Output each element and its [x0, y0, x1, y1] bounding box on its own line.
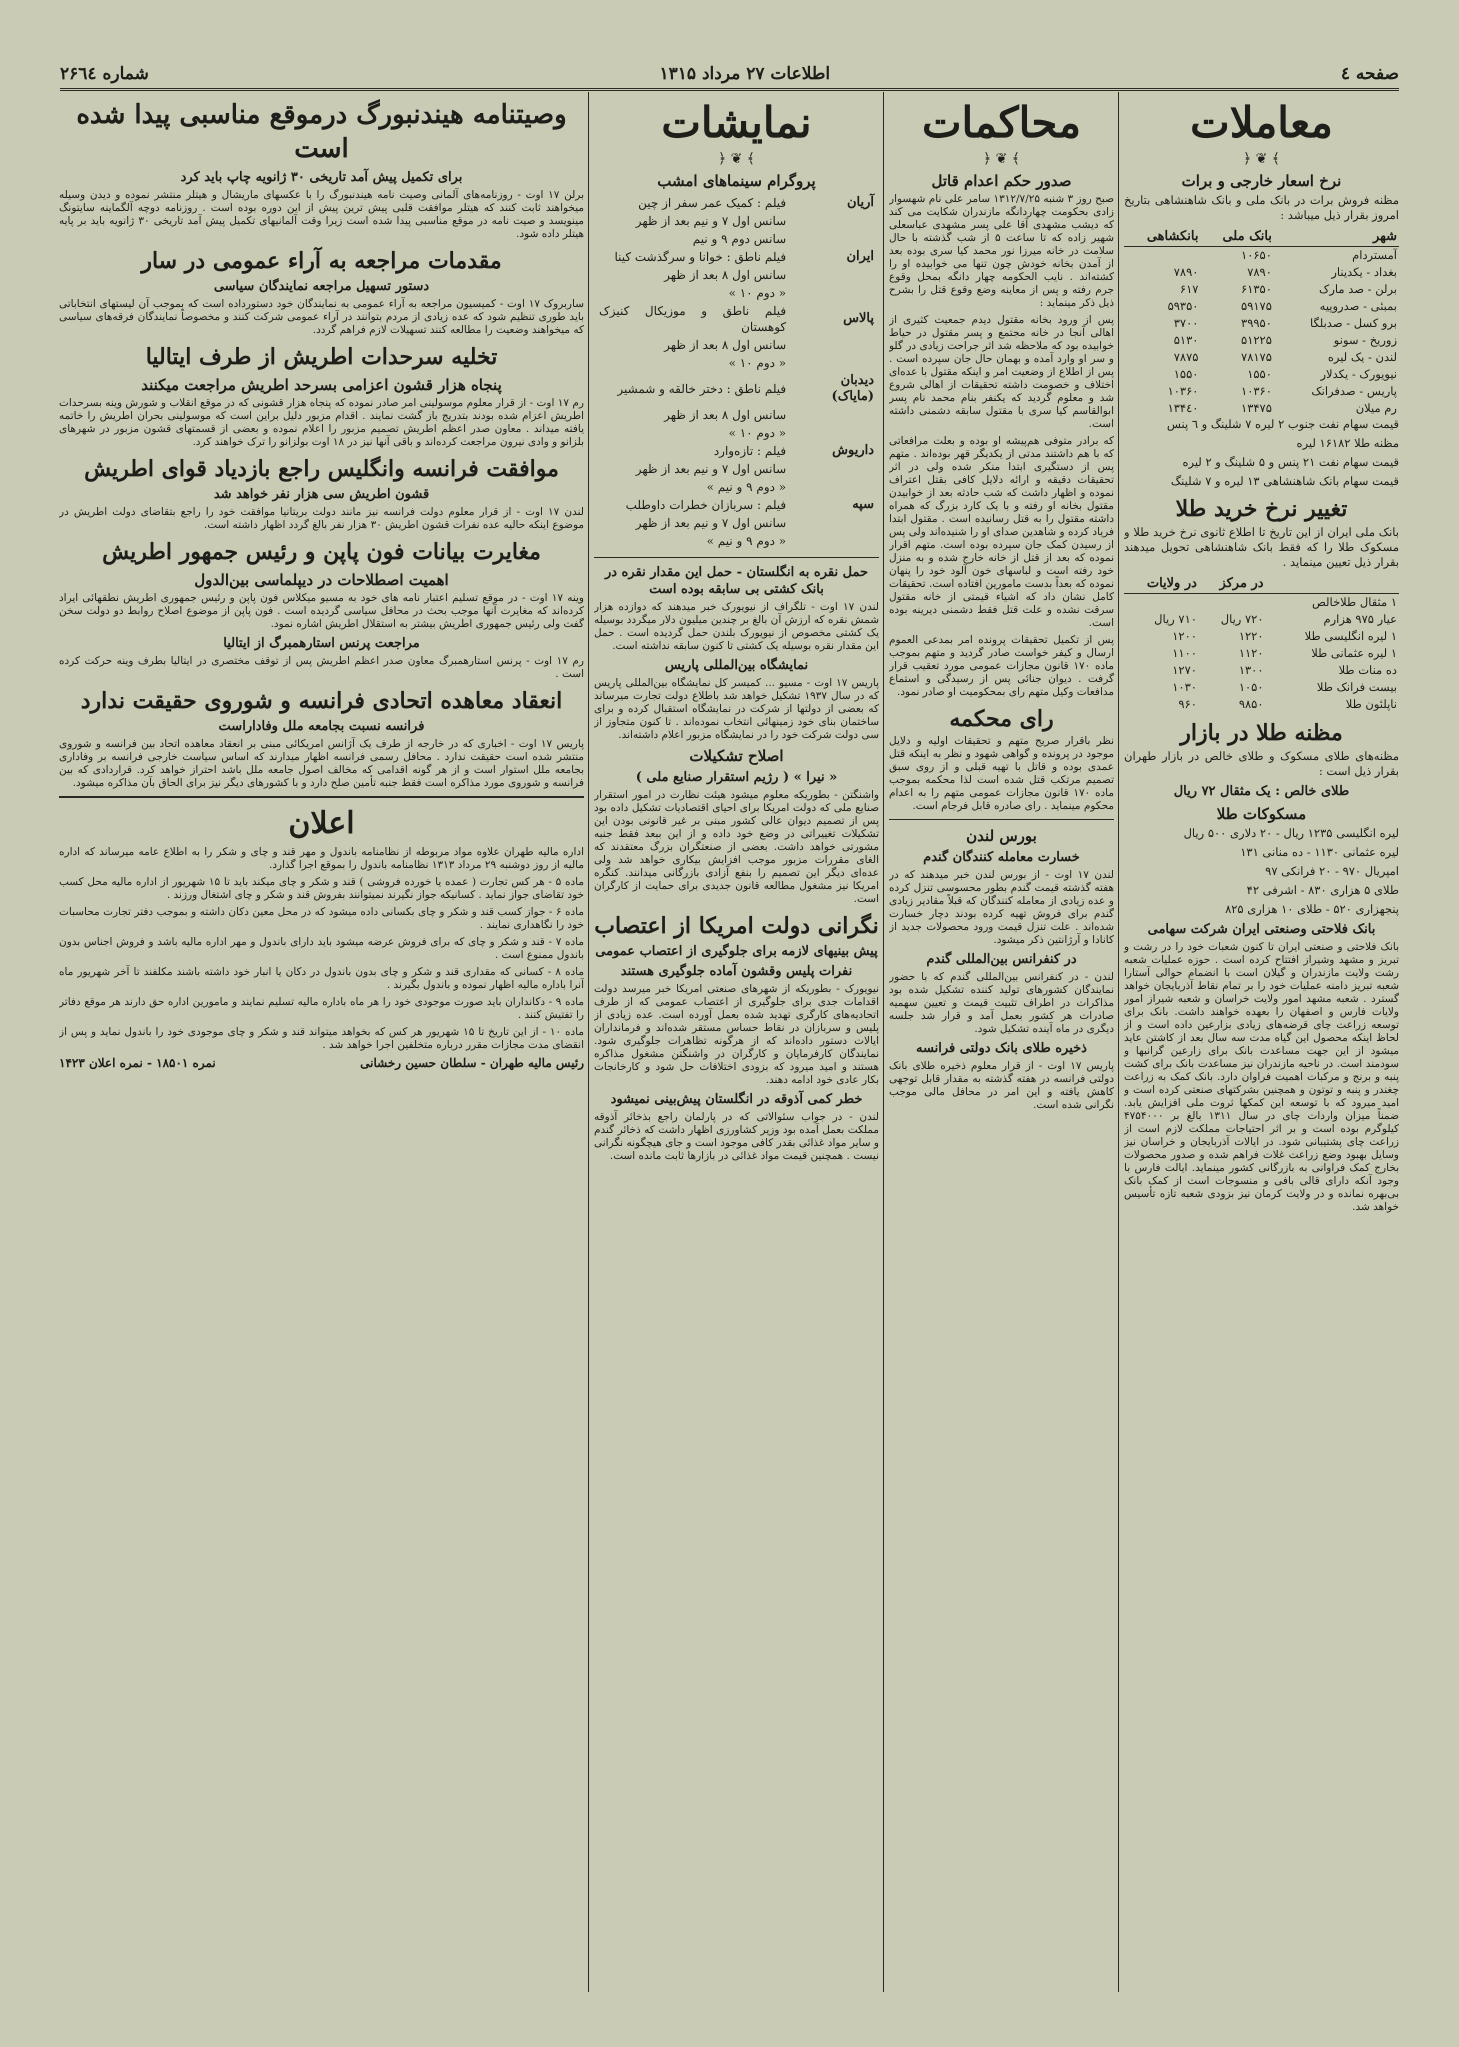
ornament: ﴾ ❦ ﴿	[1242, 151, 1281, 167]
article-text: پاریس ۱۷ اوت - از قرار معلوم ذخیره طلای بانک دولتی فرانسه در هفته گذشته به مقدار قابل توجهی کاهش یافته و این امر در محافل مالی موجب نگرانی شده است.	[889, 1060, 1114, 1111]
col-city: شهر	[1274, 227, 1399, 247]
table-row: لندن - یک لیره ۷۸۱۷۵ ۷۸۷۵	[1173, 350, 1397, 364]
headline-food-shortage: خطر کمی آذوقه در انگلستان پیش‌بینی نمیشود	[610, 1092, 863, 1107]
ornament: ﴾ ❦ ﴿	[717, 151, 756, 167]
article-text: واشنگتن - بطوریکه معلوم میشود هیئت نظارت در امور استقرار صنایع ملی که دولت امریکا برای احیای اقتصادیات تشکیل داده بود پس از تصمیم دیوان عالی کشور مبنی بر غیر قانونی بودن این تشکیلات تغییراتی در وضع خود داده و از این ببعد فقط جنبه مشورتی خواهد داشت. بعضی از صنعتگران بزرگ معتقدند که الغای مقررات مزبور موجب افزایش بیکاری خواهد شد ولی عده‌ای دیگر این تصمیم را بنفع آزادی بازرگانی میدانند. کنگره امریکا نیز مشغول مطالعه قانون جدیدی برای حمایت از کارگران است.	[594, 789, 879, 905]
subhead-nira: « نیرا » ( رژیم استقرار صنایع ملی )	[635, 770, 838, 785]
coin-line: لیره عثمانی ۱۱۳۰ - ده منانی ۱۳۱	[1240, 845, 1399, 859]
column-transactions	[1124, 92, 1399, 1992]
article-text: لندن ۱۷ اوت - تلگراف از نیویورک خبر میدهند که دوازده هزار شمش نقره که ارزش آن بالغ بر چندین میلیون دلار میگردد بوسیله یک کشتی مخصوص از نیویورک بلندن حمل گردیده است . حمل این مقدار نقره بوسیله یک کشتی تا کنون سابقه نداشته است.	[594, 601, 879, 652]
headline-starhemberg: مراجعت پرنس استارهمبرگ از ایتالیا	[223, 636, 420, 651]
rates-note: قیمت سهام نفت جنوب ۲ لیره ۷ شلینگ و ٦ پنس	[1166, 417, 1399, 431]
article-text: ساربروک ۱۷ اوت - کمیسیون مراجعه به آراء عمومی به نمایندگان خود دستورداده است که بموجب آن لیستهای انتخاباتی باید طوری تنظیم شود که عده زیادی از مردم بتوانند در آراء عمومی شرکت کنند و مخصوصاً نمایندگان فرقه‌های سیاسی که میخواهند وضعیت را مطالعه کنند تسهیلات لازم فراهم گردد.	[59, 298, 584, 336]
article-text: وینه ۱۷ اوت - در موقع تسلیم اعتبار نامه های خود به مسیو میکلاس فون پاپن و رئیس جمهوری اطریش نطقهائی ایراد کرده‌اند که مغایرت آنها موجب بحث در محافل سیاسی گردیده است . فون پاپن از موضوع اصلاح روابط دو دولت سخن گفت ولی رئیس جمهوری اطریش بیشتر به استقلال اطریش اشاره نمود.	[59, 592, 584, 630]
exchange-rates-intro: مظنه فروش برات در بانک ملی و بانک شاهنشاهی بتاریخ امروز بقرار ذیل میباشد :	[1124, 193, 1399, 222]
rates-note: قیمت سهام نفت ۲۱ پنس و ۵ شلینگ و ۲ لیره	[1182, 455, 1399, 469]
list-item: پالاس فیلم ناطق و موزیکال کنیزک کوهستان	[599, 304, 874, 334]
subhead-austria-army: قشون اطریش سی هزار نفر خواهد شد	[213, 487, 430, 502]
table-row: ۱ لیره عثمانی طلا ۱۱۲۰ ۱۱۰۰	[1172, 646, 1397, 660]
article-text: برلن ۱۷ اوت - روزنامه‌های آلمانی وصیت نامه هیندنبورگ را با عکسهای ماریشال و هیتلر منتشر نموده و دیدن وسیله میخواهند ثابت کنند که هیتلر موافقت قلبی پیش ترین پیش از این دوره بوده است . روزنامه دوچه آلگماینه سایتونگ مینویسد و صیت نامه در موقع مناسبی پیدا شده است زیرا وقت آلمانیهای تکمیل پیش آمد تاریخی ۳۰ ژانویه باید بر پایه هیتلر داده شود.	[59, 189, 584, 240]
divider	[59, 796, 584, 798]
column-rule-1	[1118, 92, 1119, 1992]
subhead-saar: دستور تسهیل مراجعه نمایندگان سیاسی	[213, 279, 430, 294]
gold-table	[1124, 574, 1399, 713]
notice-clause: ماده ۹ - دکانداران باید صورت موجودی خود را هر ماه باداره مالیه تسلیم نمایند و مامورین اداره حق دارند هر موقع دفاتر را تفتیش کنند .	[59, 996, 584, 1021]
headline-gold-rate: تغییر نرخ خرید طلا	[1175, 496, 1348, 522]
notice-clause: ماده ۱۰ - از این تاریخ تا ۱۵ شهریور هر کس که بخواهد میتواند قند و شکر و چای موجودی خود را باندول نماید و پس از انقضای مدت مجازات مقرر درباره متخلفین اجرا خواهد شد .	[59, 1026, 584, 1051]
article-text: که برادر متوفی هم‌پیشه او بوده و بعلت مرافعاتی که با هم داشتند مدتی از یکدیگر قهر بوده‌اند . متهم پس از دستگیری ابتدا منکر شده ولی در اثر تحقیقات دقیقه و ارائه دلایل کافی بقتل اعتراف نموده و اظهار داشت که شب حادثه بعد از خوابیدن مقتول بخانه او رفته و با یک کارد بزرگ که همراه داشته مقتول را به قتل رسانیده است . مقتول ابتدا فریاد کرده و شاهدین صدای او را شنیده‌اند ولی پس از رسیدن کمک جان سپرده بوده است. متهم اقرار نموده که بعد از قتل از خانه خارج شده و به منزل خود رفته است و لباسهای خون آلود خود را پنهان نموده که بعداً بدست مامورین افتاده است. تحقیقات کامل نشان داد که اشیاء قیمتی از خانه مقتول سرقت نشده و علت قتل فقط دشمنی دیرینه بوده است.	[889, 435, 1114, 629]
table-row: بغداد - یکدینار ۷۸۹۰ ۷۸۹۰	[1173, 265, 1397, 279]
bazaar-pure-gold: طلای خالص : یک مثقال ۷۲ ریال	[1173, 784, 1350, 799]
coin-line: طلای ۵ هزاری ۸۳۰ - اشرفی ۴۲	[1246, 883, 1399, 897]
subhead-league: فرانسه نسبت بجامعه ملل وفاداراست	[218, 719, 425, 734]
headline-austria-army: موافقت فرانسه وانگلیس راجع بازدیاد قوای اطریش	[84, 456, 559, 482]
headline-austria-border: تخلیه سرحدات اطریش از طرف ایتالیا	[145, 344, 498, 370]
col-center: در مرکز	[1199, 574, 1266, 594]
notice-clause: ماده ۷ - قند و شکر و چای که برای فروش عرضه میشود باید دارای باندول و مهر اداره مالیه باشد و فروش اجناس بدون باندول ممنوع است .	[59, 936, 584, 961]
subhead-strike-1: پیش بینیهای لازمه برای جلوگیری از اعتصاب عمومی	[595, 944, 878, 959]
article-text: لندن ۱۷ اوت - از قرار معلوم دولت فرانسه نیز مانند دولت بریتانیا موافقت خود را راجع بتقاضای دولت اطریش در موضوع اینکه حالیه عده نفرات قشون اطریش ۳۰ هزار نفر بالغ گردد اظهار داشته است.	[59, 506, 584, 531]
headline-exchange-rates: نرخ اسعار خارجی و برات	[1181, 172, 1342, 190]
table-row: برو کسل - صدبلگا ۳۹۹۵۰ ۳۷۰۰	[1173, 316, 1397, 330]
coin-line: لیره انگلیسی ۱۲۳۵ ریال - ۲۰ دلاری ۵۰۰ ریال	[1183, 826, 1399, 840]
headline-papen-speeches: مغایرت بیانات فون پاپن و رئیس جمهور اطریش	[102, 539, 541, 565]
table-row: بمبئی - صدروپیه ۵۹۱۷۵ ۵۹۳۵۰	[1167, 299, 1397, 313]
table-row: رم میلان ۱۳۴۷۵ ۱۳۴٤٠	[1167, 401, 1397, 415]
list-item: آریان فیلم : کمیک عمر سفر از چین	[638, 195, 874, 210]
headline-cinema-program: پروگرام سینماهای امشب	[657, 172, 816, 190]
headline-reform: اصلاح تشکیلات	[689, 747, 784, 765]
table-row: نیویورک - یکدلار ۱۵۵۰ ۱۵۵۰	[1173, 367, 1397, 381]
headline-saar-referendum: مقدمات مراجعه به آراء عمومی در سار	[141, 248, 502, 274]
section-title-shows: نمایشات	[661, 98, 812, 147]
notice-signer: رئیس مالیه طهران - سلطان حسین رخشانی	[360, 1056, 584, 1070]
article-text: صبح روز ۳ شنبه ۱۳۱۲/۷/۲۵ سامر علی نام شهسوار زادی بحکومت چهاردانگه مازندران شکایت می کند که دیشب مشهدی آقا علی پسر مشهدی عباسعلی شهیر زاده که تا ساعت ۵ از شب گذشته با حال سلامت در خانه میرزا نور محمد کیا سری بوده بعد از آمدن بخانه خودش چون تنها می خوابیده او را کشته‌اند . نایب الحکومه چهار دانگه بمحل وقوع جرم رفته و پس از معاینه وضع وقوع قتل را بشرح ذیل ذکر مینماید :	[889, 193, 1114, 309]
column-foreign-news	[59, 92, 584, 1992]
headline-death-sentence: صدور حکم اعدام قاتل	[931, 172, 1072, 190]
column-rule-3	[588, 92, 589, 1992]
section-title-transactions: معاملات	[1190, 98, 1333, 147]
table-row: ده منات طلا ۱۳۰۰ ۱۲۷۰	[1172, 663, 1397, 677]
col-bank-melli: بانک ملی	[1200, 227, 1273, 247]
list-item: ایران فیلم ناطق : خوانا و سرگذشت کینا	[614, 249, 874, 264]
article-text: نیویورک - بطوریکه از شهرهای صنعتی امریکا خبر میرسد دولت اقدامات جدی برای جلوگیری از اعتصاب عمومی که از طرف اتحادیه‌های کارگری تهدید شده بعمل آورده است. عده زیادی از پلیس و سربازان در نقاط حساس مستقر شده‌اند و فرمانداران ایالات دستور داده‌اند که از هرگونه تظاهرات جلوگیری شود. نمایندگان کارفرمایان و کارگران در واشنگتن مشغول مذاکره هستند و امید میرود که بزودی اختلافات حل شود و کارخانجات بکار عادی خود ادامه دهند.	[594, 983, 879, 1086]
table-row: ۱ لیره انگلیسی طلا ۱۲۲۰ ۱۲۰۰	[1172, 629, 1397, 643]
notice-clause: ماده ۸ - کسانی که مقداری قند و شکر و چای بدون باندول در دکان یا انبار خود داشته باشند مکلفند تا آخر شهریور ماه آنرا باداره مالیه اظهار نموده و باندول بگیرند .	[59, 966, 584, 991]
col-provinces: در ولایات	[1124, 574, 1199, 594]
notice-title: اعلان	[288, 806, 355, 841]
notice-number: نمره ۱۸۵۰۱ - نمره اعلان ۱۴۲۳	[59, 1056, 216, 1070]
article-text: لندن ۱۷ اوت - از بورس لندن خبر میدهند که در هفته گذشته قیمت گندم بطور محسوسی تنزل کرده و عده زیادی از معامله کنندگان که قبلاً مقادیر زیادی گندم برای فروش تهیه کرده بودند دچار خسارت شده‌اند . علت تنزل قیمت ورود محصولات جدید از کانادا و آرژانتین ذکر میشود.	[889, 869, 1114, 946]
article-text: لندن - در جواب سئوالاتی که در پارلمان راجع بذخائر آذوقه مملکت بعمل آمده بود وزیر کشاورزی اظهار داشت که ذخائر گندم و سایر مواد غذائی بقدر کافی موجود است و جای هیچگونه نگرانی نیست . همچنین قیمت مواد غذائی در بازارها ثابت مانده است.	[594, 1111, 879, 1162]
headline-gold-reserve: ذخیره طلای بانک دولتی فرانسه	[916, 1041, 1087, 1056]
issue-number: شماره ۲۶٦٤	[60, 64, 149, 84]
headline-hindenburg-will: وصیتنامه هیندنبورگ درموقع مناسبی پیدا شده است	[76, 100, 567, 164]
article-text: پاریس ۱۷ اوت - مسیو ... کمیسر کل نمایشگاه بین‌المللی پاریس که در سال ۱۹۳۷ تشکیل خواهد شد باطلاع دولت تجارت میرساند که بعضی از دولتها از شرکت در نمایشگاه استقبال کرده و برای ساختمان بنای خود زمینهائی انتخاب نموده‌اند . تا کنون متجاوز از سی دولت شرکت خود را در نمایشگاه مزبور اعلام داشته‌اند.	[594, 677, 879, 741]
headline-gold-bazaar: مظنه طلا در بازار	[1180, 720, 1343, 746]
table-row: زوریخ - سونو ۵۱۲۲۵ ۵۱۳۰	[1173, 333, 1397, 347]
headline-agri-bank: بانک فلاحتی وصنعتی ایران شرکت سهامی	[1147, 922, 1376, 937]
list-item: دیدبان (مایاک) فیلم ناطق : دختر خالقه و شمشیر	[617, 373, 874, 404]
subhead-austria-border: پنجاه هزار قشون اعزامی بسرحد اطریش مراجعت میکنند	[141, 376, 502, 394]
article-text: پس از تکمیل تحقیقات پرونده امر بمدعی العموم ارسال و کیفر خواست صادر گردید و متهم بموجب ماده ۱۷۰ قانون مجازات عمومی مورد تعقیب قرار گرفت . دیوان جنائی پس از رسیدگی و استماع مدافعات وکیل متهم رای بمحکومیت او صادر نمود.	[889, 634, 1114, 698]
notice-clause: ماده ۶ - جواز کسب قند و شکر و چای بکسانی داده میشود که در محل معین دکان داشته و بموجب دفتر تجارت محاسبات خود را نگاهداری نمایند .	[59, 906, 584, 931]
notice-intro: اداره مالیه طهران علاوه مواد مربوطه از نظامنامه باندول و مهر قند و چای و شکر را به اطلاع عامه میرساند که اداره مالیه از روز دوشنبه ۲۹ مرداد ۱۳۱۳ نظامنامه باندول را بموقع اجرا گذارد.	[59, 846, 584, 871]
headline-us-strike: نگرانی دولت امریکا از اعتصاب	[594, 913, 879, 939]
gold-intro: بانک ملی ایران از این تاریخ تا اطلاع ثانوی نرخ خرید طلا و مسکوک طلا را که فقط بانک شاهنشاهی تحویل میدهند بقرار ذیل تعیین مینماید .	[1124, 525, 1399, 569]
table-row: عیار ۹۷۵ هزارم ۷۲۰ ریال ۷۱۰ ریال	[1154, 612, 1397, 626]
table-row: ۱ مثقال طلاخالص	[1311, 595, 1397, 609]
divider	[889, 819, 1114, 820]
notice-clause: ماده ۵ - هر کس تجارت ( عمده یا خورده فروشی ) قند و شکر و چای میکند باید تا ۱۵ شهریور از اداره مالیه محل کسب خود تقاضای جواز نماید . کسانیکه جواز نگیرند نمیتوانند بفروش قند و شکر و چای اشتغال ورزند .	[59, 876, 584, 901]
table-row: آمستردام ۱۰۶۵۰	[1241, 248, 1397, 262]
issue-date: اطلاعات ۲۷ مرداد ۱۳۱۵	[659, 64, 831, 84]
agri-bank-text: بانک فلاحتی و صنعتی ایران تا کنون شعبات خود را در رشت و تبریز و مشهد وشیراز افتتاح کرده است . حوزه عملیات شعبه رشت ولایت مازندران و گیلان است با انضمام حوالی آستارا شعبه تبریز دامنه عملیات خود را بر تمام نقاط آذربایجان خواهد گسترد . شعبه مشهد امور ولایت خراسان و شعبه شیراز امور ولایات فارس و اصفهان را بعهده خواهند داشت. بانک برای توسعه زراعت چای قرضه‌های زیادی بزارعین داده است و از لحاظ اینکه محصول این گیاه مدت سه سال بعد از کاشتن عاید میشود از این جهت مساعدت بانک برای زارعین گرانبها و سودمند است. در ناحیه مازندران نیز مساعدت بانک برای کشت پنبه و برنج و مرکبات اهمیت فراوان دارد. بانک کمک به زراعت چغندر و پنبه و توتون و همچنین بشرکتهای صنعتی کرده است و امید میرود که با توسعه این کمکها ثروت ملی افزایش یابد. ضمناً میزان واردات چای در سال ۱۳۱۱ بالغ بر ۴۷۵۴۰۰۰ کیلوگرم بوده است و بر اثر احتیاجات مملکت لازم است از زراعت چای پشتیبانی شود. در ایالات آذربایجان و خراسان نیز وسایل بهبود وضع زراعت غلات فراهم شده و صدور محصولات بخارج کمک فراوانی به بازرگانی کشور مینماید. ایالت فارس با وجود آنکه دارای قالی بافی و منسوجات است از کمک بانک بی‌بهره نمانده و در ولایت کرمان نیز بزودی شعبه تازه تأسیس خواهد شد.	[1124, 941, 1399, 1213]
table-row: ناپلئون طلا ۹۸۵۰ ۹۶۰	[1178, 697, 1397, 711]
list-item: سپه فیلم : سربازان خطرات داوطلب	[625, 497, 874, 512]
column-rule-2	[883, 92, 884, 1992]
rates-note: قیمت سهام بانک شاهنشاهی ۱۳ لیره و ۷ شلینگ	[1170, 474, 1399, 488]
table-row: پاریس - صدفرانک ۱۰۳۶۰ ۱۰۳۶۰	[1167, 384, 1397, 398]
ornament: ﴾ ❦ ﴿	[982, 151, 1021, 167]
article-text: لندن - در کنفرانس بین‌المللی گندم که با حضور نمایندگان کشورهای تولید کننده تشکیل شده بود مذاکرات در اطراف تثبیت قیمت و تعیین سهمیه صادرات هر کشور بعمل آمد و قرار شد جلسه دیگری در ماه آینده تشکیل شود.	[889, 971, 1114, 1035]
cinema-program: آریان فیلم : کمیک عمر سفر از چین سانس اول ۷ و نیم بعد از ظهر سانس دوم ۹ و نیم ایران فیلم ناطق : خوانا و سرگذشت کینا سانس اول ۸ بعد از ظهر « دوم ۱۰ » پالاس فیلم ناطق و موزیکال کنیزک کوهستان سانس اول ۸ بعد از ظهر « دوم ۱۰ » دیدبان (مایاک) فیلم ناطق : دختر خالقه و شمشیر سانس اول ۸ بعد از ظهر « دوم ۱۰ » داریوش فیلم : تازه‌وارد سانس اول ۷ و نیم بعد از ظهر « دوم ۹ و نیم » سپه فیلم : سربازان خطرات داوطلب سانس اول ۷ و نیم بعد از ظهر « دوم ۹ و نیم »	[594, 193, 879, 551]
notice-signature	[59, 1056, 584, 1071]
col-bank-shah: بانکشاهی	[1124, 227, 1200, 247]
coin-line: امپریال ۹۷۰ - ۲۰ فرانکی ۹۷	[1265, 864, 1399, 878]
headline-franco-soviet: انعقاد معاهده اتحادی فرانسه و شوروی حقیقت ندارد	[80, 688, 563, 714]
headline-paris-expo: نمایشگاه بین‌المللی پاریس	[664, 658, 809, 673]
table-row: بیست فرانک طلا ۱۰۵۰ ۱۰۳۰	[1172, 680, 1397, 694]
table-row: برلن - صد مارک ۶۱۳۵۰ ۶۱۷	[1179, 282, 1397, 296]
article-text: پاریس ۱۷ اوت - اخباری که در خارجه از طرف یک آژانس امریکائی مبنی بر انعقاد معاهده اتحاد بین فرانسه و شوروی منتشر شده است حقیقت ندارد . محافل رسمی فرانسه اظهار میدارند که اساس سیاست خارجی فرانسه بر وفاداری بجامعه ملل استوار است و از هر گونه اقدامی که مخالف اصول جامعه ملل باشد احتراز خواهد کرد. قراردادی که بین فرانسه و شوروی مورد مذاکره است فقط جنبه تأمین صلح دارد و با کشورهای دیگر نیز برای الحاق بآن مذاکره میشود.	[59, 738, 584, 789]
headline-coins: مسکوکات طلا	[1216, 805, 1307, 823]
article-text: پس از ورود بخانه مقتول دیدم جمعیت کثیری از اهالی آنجا در خانه مجتمع و پسر مقتول در حیاط خوابیده بود که ملاحظه شد اثر جراحت زیادی در گلو و سر او وارد آمده و بهمان حال جان سپرده است . پس از اطلاع از وضعیت امر و اینکه مقتول با عده‌ای اختلاف و خصومت داشته تحقیقات از اهالی شروع شد و معلوم گردید که یکنفر بنام محمد نام پسر ابوالقاسم کیا سری با مقتول سابقه دشمنی داشته است.	[889, 314, 1114, 430]
divider	[594, 557, 879, 558]
list-item: داریوش فیلم : تازه‌وارد	[713, 443, 874, 458]
subhead-hindenburg: برای تکمیل پیش آمد تاریخی ۳۰ ژانویه چاپ باید کرد	[180, 170, 463, 185]
headline-wheat-conference: در کنفرانس بین‌المللی گندم	[926, 952, 1077, 967]
section-title-trials: محاکمات	[921, 98, 1082, 147]
article-text: رم ۱۷ اوت - از قرار معلوم موسولینی امر صادر نموده که پنجاه هزار قشونی که در موقع انقلاب و شورش وینه بسرحدات اطریش اعزام شده بودند بتدریج باز گشت نمایند . اقدام مزبور دلیل براین است که موسولینی بحران اطریش را خاتمه یافته میداند . معاون صدر اعظم اطریش تصمیم مزبور را اعلام نموده و بعضی از قسمتهای قشون مزبور در شهرهای بلزانو و وادی نیرون مراجعت کرده‌اند و باقی آنها نیز در ۱۸ اوت بولزانو را ترک خواهند کرد.	[59, 397, 584, 448]
coin-line: پنجهزاری ۵۲۰ - طلای ۱۰ هزاری ۸۲۵	[1225, 902, 1399, 916]
subhead-wheat-losses: خسارت معامله کنندگان گندم	[923, 850, 1080, 865]
exchange-rates-table	[1124, 227, 1399, 417]
headline-london-bourse: بورس لندن	[966, 827, 1037, 845]
verdict-text: نظر باقرار صریح متهم و تحقیقات اولیه و دلایل موجود در پرونده و گواهی شهود و نظر به اینکه قتل عمدی بوده و قاتل با تهیه قبلی و از روی سبق تصمیم مرتکب قتل شده است لذا محکمه بموجب ماده ۱۷۰ قانون مجازات عمومی متهم را به اعدام محکوم مینماید . رای صادره قابل فرجام است.	[889, 735, 1114, 812]
headline-silver-shipment: حمل نقره به انگلستان - حمل این مقدار نقره در بانک کشتی بی سابقه بوده است	[604, 565, 869, 597]
subhead-diplomacy: اهمیت اصطلاحات در دیپلماسی بین‌الدول	[194, 571, 449, 589]
masthead	[60, 60, 1399, 91]
subhead-strike-2: نفرات پلیس وقشون آماده جلوگیری هستند	[620, 964, 853, 979]
headline-verdict: رای محکمه	[949, 706, 1054, 732]
page-number: صفحه ٤	[1340, 64, 1399, 84]
column-trials	[889, 92, 1114, 1992]
article-text: رم ۱۷ اوت - پرنس استارهمبرگ معاون صدر اعظم اطریش پس از توقف مختصری در ایتالیا بطرف وینه حرکت کرده است .	[59, 655, 584, 680]
rates-note: مظنه طلا ۱۶۱۸۲ لیره	[1296, 436, 1399, 450]
column-shows	[594, 92, 879, 1992]
bazaar-intro: مظنه‌های طلای مسکوک و طلای خالص در بازار طهران بقرار ذیل است :	[1124, 749, 1399, 778]
